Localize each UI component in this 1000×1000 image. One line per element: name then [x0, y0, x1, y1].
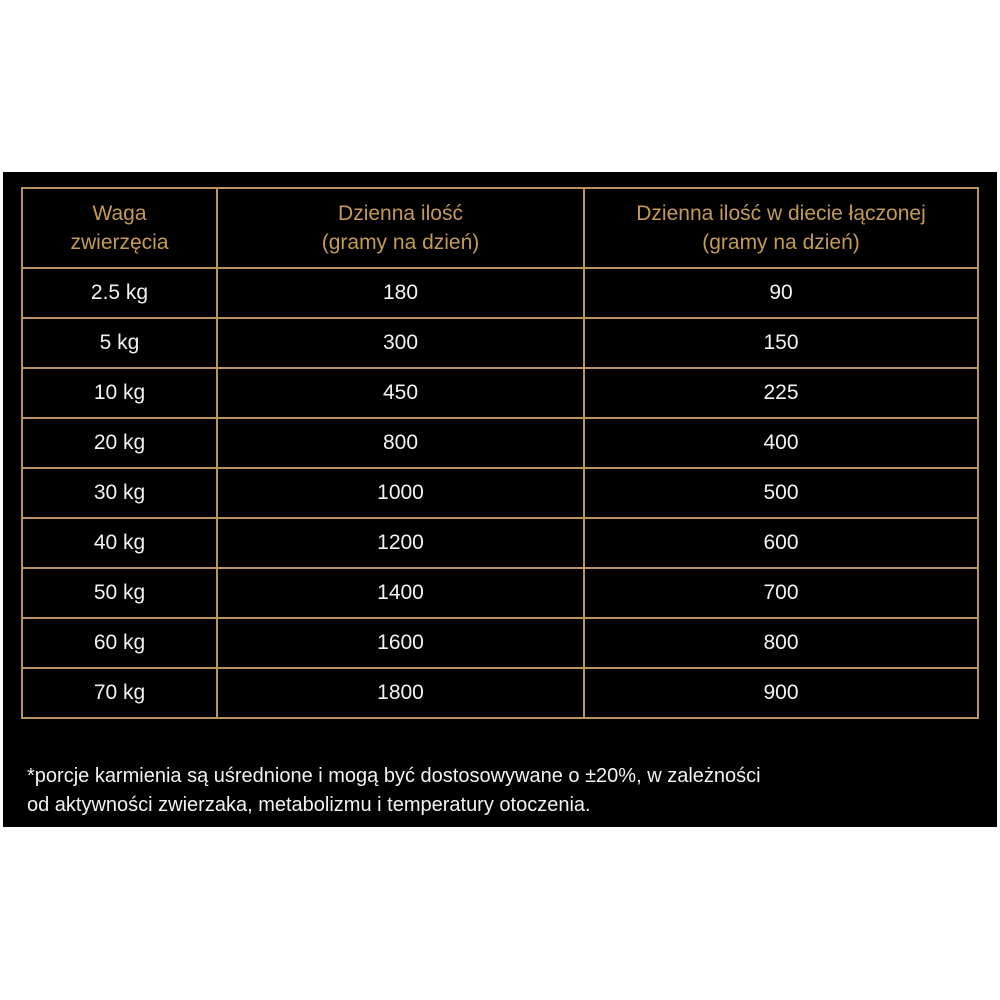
table-row — [22, 268, 978, 318]
weight-cell: 60 kg — [22, 618, 217, 668]
table-row — [22, 418, 978, 468]
weight-cell: 30 kg — [22, 468, 217, 518]
mixed-diet-amount-cell: 400 — [584, 418, 978, 468]
weight-cell: 5 kg — [22, 318, 217, 368]
daily-amount-cell: 180 — [217, 268, 584, 318]
mixed-diet-amount-cell: 800 — [584, 618, 978, 668]
daily-amount-cell: 1800 — [217, 668, 584, 718]
table-row — [22, 518, 978, 568]
daily-amount-cell: 800 — [217, 418, 584, 468]
feeding-table-panel — [3, 172, 997, 827]
weight-cell: 70 kg — [22, 668, 217, 718]
header-animal-weight — [22, 188, 217, 268]
header-daily-amount-mixed-diet — [584, 188, 978, 268]
table-row — [22, 468, 978, 518]
header-label: Dzienna ilość — [338, 202, 463, 225]
mixed-diet-amount-cell: 500 — [584, 468, 978, 518]
header-label: (gramy na dzień) — [702, 231, 860, 254]
weight-cell: 20 kg — [22, 418, 217, 468]
table-row — [22, 618, 978, 668]
table-body — [22, 268, 978, 718]
table-row — [22, 568, 978, 618]
mixed-diet-amount-cell: 900 — [584, 668, 978, 718]
footnote — [27, 762, 977, 820]
mixed-diet-amount-cell: 90 — [584, 268, 978, 318]
footnote-line: *porcje karmienia są uśrednione i mogą być dostosowywane o ±20%, w zależności — [27, 765, 761, 787]
weight-cell: 40 kg — [22, 518, 217, 568]
daily-amount-cell: 1600 — [217, 618, 584, 668]
header-label: (gramy na dzień) — [321, 231, 480, 254]
daily-amount-cell: 450 — [217, 368, 584, 418]
weight-cell: 2.5 kg — [22, 268, 217, 318]
table-row — [22, 318, 978, 368]
table-row — [22, 368, 978, 418]
header-row — [22, 188, 978, 268]
weight-cell: 50 kg — [22, 568, 217, 618]
header-label: Dzienna ilość w diecie łączonej — [636, 202, 926, 225]
header-label: Waga — [92, 202, 147, 225]
header-daily-amount — [217, 188, 584, 268]
daily-amount-cell: 1000 — [217, 468, 584, 518]
footnote-line: od aktywności zwierzaka, metabolizmu i temperatury otoczenia. — [27, 794, 591, 816]
mixed-diet-amount-cell: 150 — [584, 318, 978, 368]
table-row — [22, 668, 978, 718]
daily-amount-cell: 1400 — [217, 568, 584, 618]
header-label: zwierzęcia — [70, 231, 169, 254]
mixed-diet-amount-cell: 700 — [584, 568, 978, 618]
mixed-diet-amount-cell: 600 — [584, 518, 978, 568]
daily-amount-cell: 1200 — [217, 518, 584, 568]
weight-cell: 10 kg — [22, 368, 217, 418]
feeding-table — [21, 187, 979, 719]
daily-amount-cell: 300 — [217, 318, 584, 368]
mixed-diet-amount-cell: 225 — [584, 368, 978, 418]
table-header — [22, 188, 978, 268]
